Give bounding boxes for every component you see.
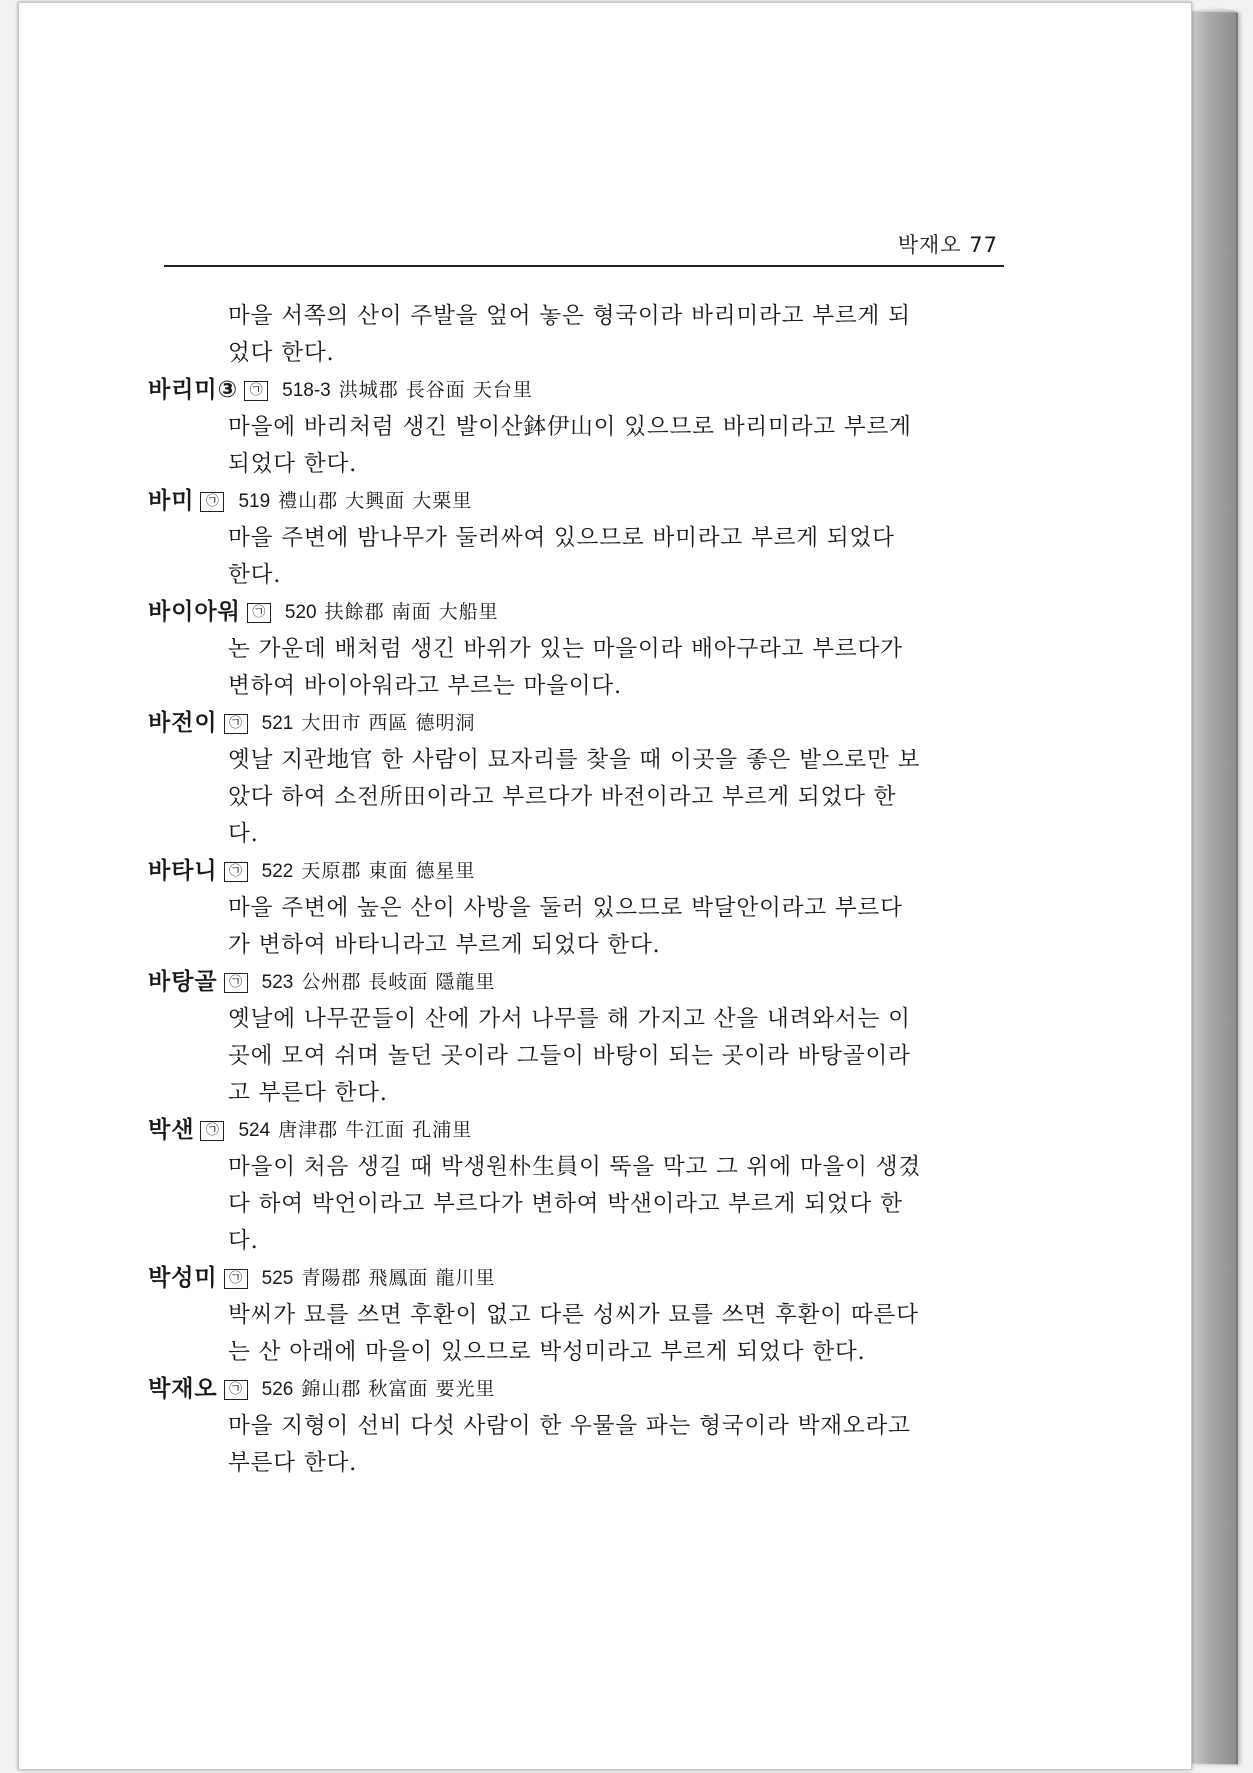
- entry-heading: [148, 483, 988, 520]
- entry-title: 바타니: [148, 858, 218, 884]
- entry-number: 523: [261, 972, 294, 993]
- entry-place: 天原郡 東面 德星里: [301, 860, 476, 882]
- entry-place: 公州郡 長岐面 隱龍里: [301, 971, 496, 993]
- entry-title: 바이아워: [148, 599, 241, 625]
- running-header: [164, 225, 1004, 267]
- entry-title: 바리미③: [148, 377, 239, 403]
- entry-place: 扶餘郡 南面 大船里: [324, 601, 499, 623]
- dictionary-entry: [148, 298, 988, 372]
- entry-mark: ㉠: [244, 381, 268, 401]
- entry-mark: ㉠: [224, 714, 248, 734]
- entry-title: 박샌: [148, 1117, 195, 1143]
- entry-heading: [148, 372, 988, 409]
- entry-heading: [148, 1371, 988, 1408]
- entry-place: 錦山郡 秋富面 要光里: [301, 1378, 496, 1400]
- entry-number: 526: [261, 1379, 294, 1400]
- dictionary-entry: [148, 1260, 988, 1371]
- entry-text-line: 았다 하여 소전所田이라고 부르다가 바전이라고 부르게 되었다 한: [228, 784, 897, 810]
- entry-text-line: 가 변하여 바타니라고 부르게 되었다 한다.: [228, 932, 661, 958]
- entry-mark: ㉠: [247, 603, 271, 623]
- entry-text-line: 한다.: [228, 562, 282, 588]
- entry-text-line: 었다 한다.: [228, 340, 335, 366]
- dictionary-entry: [148, 483, 988, 594]
- entry-text-line: 부른다 한다.: [228, 1450, 358, 1476]
- entry-text-line: 마을 지형이 선비 다섯 사람이 한 우물을 파는 형국이라 박재오라고: [228, 1413, 911, 1439]
- page-stack-edge: [1192, 12, 1238, 1765]
- entry-mark: ㉠: [224, 1269, 248, 1289]
- entry-mark: ㉠: [224, 973, 248, 993]
- dictionary-entry: [148, 964, 988, 1112]
- entry-text-line: 다.: [228, 1228, 259, 1254]
- entry-title: 박재오: [148, 1376, 218, 1402]
- entry-heading: [148, 853, 988, 890]
- entry-mark: ㉠: [200, 492, 224, 512]
- entry-heading: [148, 594, 988, 631]
- entry-heading: [148, 1112, 988, 1149]
- entry-text-line: 마을 주변에 높은 산이 사방을 둘러 있으므로 박달안이라고 부르다: [228, 895, 903, 921]
- header-text: 박재오 77: [897, 233, 998, 257]
- dictionary-entry: [148, 1371, 988, 1482]
- entry-heading: [148, 705, 988, 742]
- entry-title: 바전이: [148, 710, 218, 736]
- entry-heading: [148, 1260, 988, 1297]
- dictionary-entry: [148, 1112, 988, 1260]
- entry-text-line: 되었다 한다.: [228, 451, 358, 477]
- entry-place: 唐津郡 牛江面 孔浦里: [278, 1119, 473, 1141]
- entry-text-line: 다.: [228, 821, 259, 847]
- entry-number: 524: [238, 1120, 271, 1141]
- entry-number: 525: [261, 1268, 294, 1289]
- entry-mark: ㉠: [224, 1380, 248, 1400]
- dictionary-entry: [148, 372, 988, 483]
- entry-text-line: 다 하여 박언이라고 부르다가 변하여 박샌이라고 부르게 되었다 한: [228, 1191, 903, 1217]
- entry-place: 洪城郡 長谷面 天台里: [338, 379, 533, 401]
- dictionary-entry: [148, 705, 988, 853]
- entry-list: [148, 298, 988, 1482]
- entry-number: 519: [238, 491, 271, 512]
- entry-title: 바미: [148, 488, 195, 514]
- entry-title: 박성미: [148, 1265, 218, 1291]
- entry-number: 521: [261, 713, 294, 734]
- entry-place: 禮山郡 大興面 大栗里: [278, 490, 473, 512]
- dictionary-entry: [148, 853, 988, 964]
- entry-text-line: 논 가운데 배처럼 생긴 바위가 있는 마을이라 배아구라고 부르다가: [228, 636, 903, 662]
- entry-text-line: 는 산 아래에 마을이 있으므로 박성미라고 부르게 되었다 한다.: [228, 1339, 866, 1365]
- entry-mark: ㉠: [200, 1121, 224, 1141]
- entry-text-line: 옛날 지관地官 한 사람이 묘자리를 찾을 때 이곳을 좋은 밭으로만 보: [228, 747, 921, 773]
- entry-heading: [148, 964, 988, 1001]
- entry-text-line: 옛날에 나무꾼들이 산에 가서 나무를 해 가지고 산을 내려와서는 이: [228, 1006, 911, 1032]
- entry-text-line: 마을 서쪽의 산이 주발을 엎어 놓은 형국이라 바리미라고 부르게 되: [228, 303, 911, 329]
- entry-text-line: 변하여 바이아워라고 부르는 마을이다.: [228, 673, 622, 699]
- dictionary-entry: [148, 594, 988, 705]
- entry-text-line: 마을이 처음 생길 때 박생원朴生員이 뚝을 막고 그 위에 마을이 생겼: [228, 1154, 922, 1180]
- entry-number: 520: [284, 602, 317, 623]
- entry-mark: ㉠: [224, 862, 248, 882]
- entry-text-line: 마을에 바리처럼 생긴 발이산鉢伊山이 있으므로 바리미라고 부르게: [228, 414, 912, 440]
- entry-text-line: 곳에 모여 쉬며 놀던 곳이라 그들이 바탕이 되는 곳이라 바탕골이라: [228, 1043, 911, 1069]
- entry-number: 518-3: [282, 380, 331, 401]
- entry-title: 바탕골: [148, 969, 218, 995]
- entry-text-line: 고 부른다 한다.: [228, 1080, 388, 1106]
- entry-place: 青陽郡 飛鳳面 龍川里: [301, 1267, 496, 1289]
- entry-text-line: 박씨가 묘를 쓰면 후환이 없고 다른 성씨가 묘를 쓰면 후환이 따른다: [228, 1302, 919, 1328]
- entry-text-line: 마을 주변에 밤나무가 둘러싸여 있으므로 바미라고 부르게 되었다: [228, 525, 895, 551]
- entry-number: 522: [261, 861, 294, 882]
- entry-place: 大田市 西區 德明洞: [301, 712, 476, 734]
